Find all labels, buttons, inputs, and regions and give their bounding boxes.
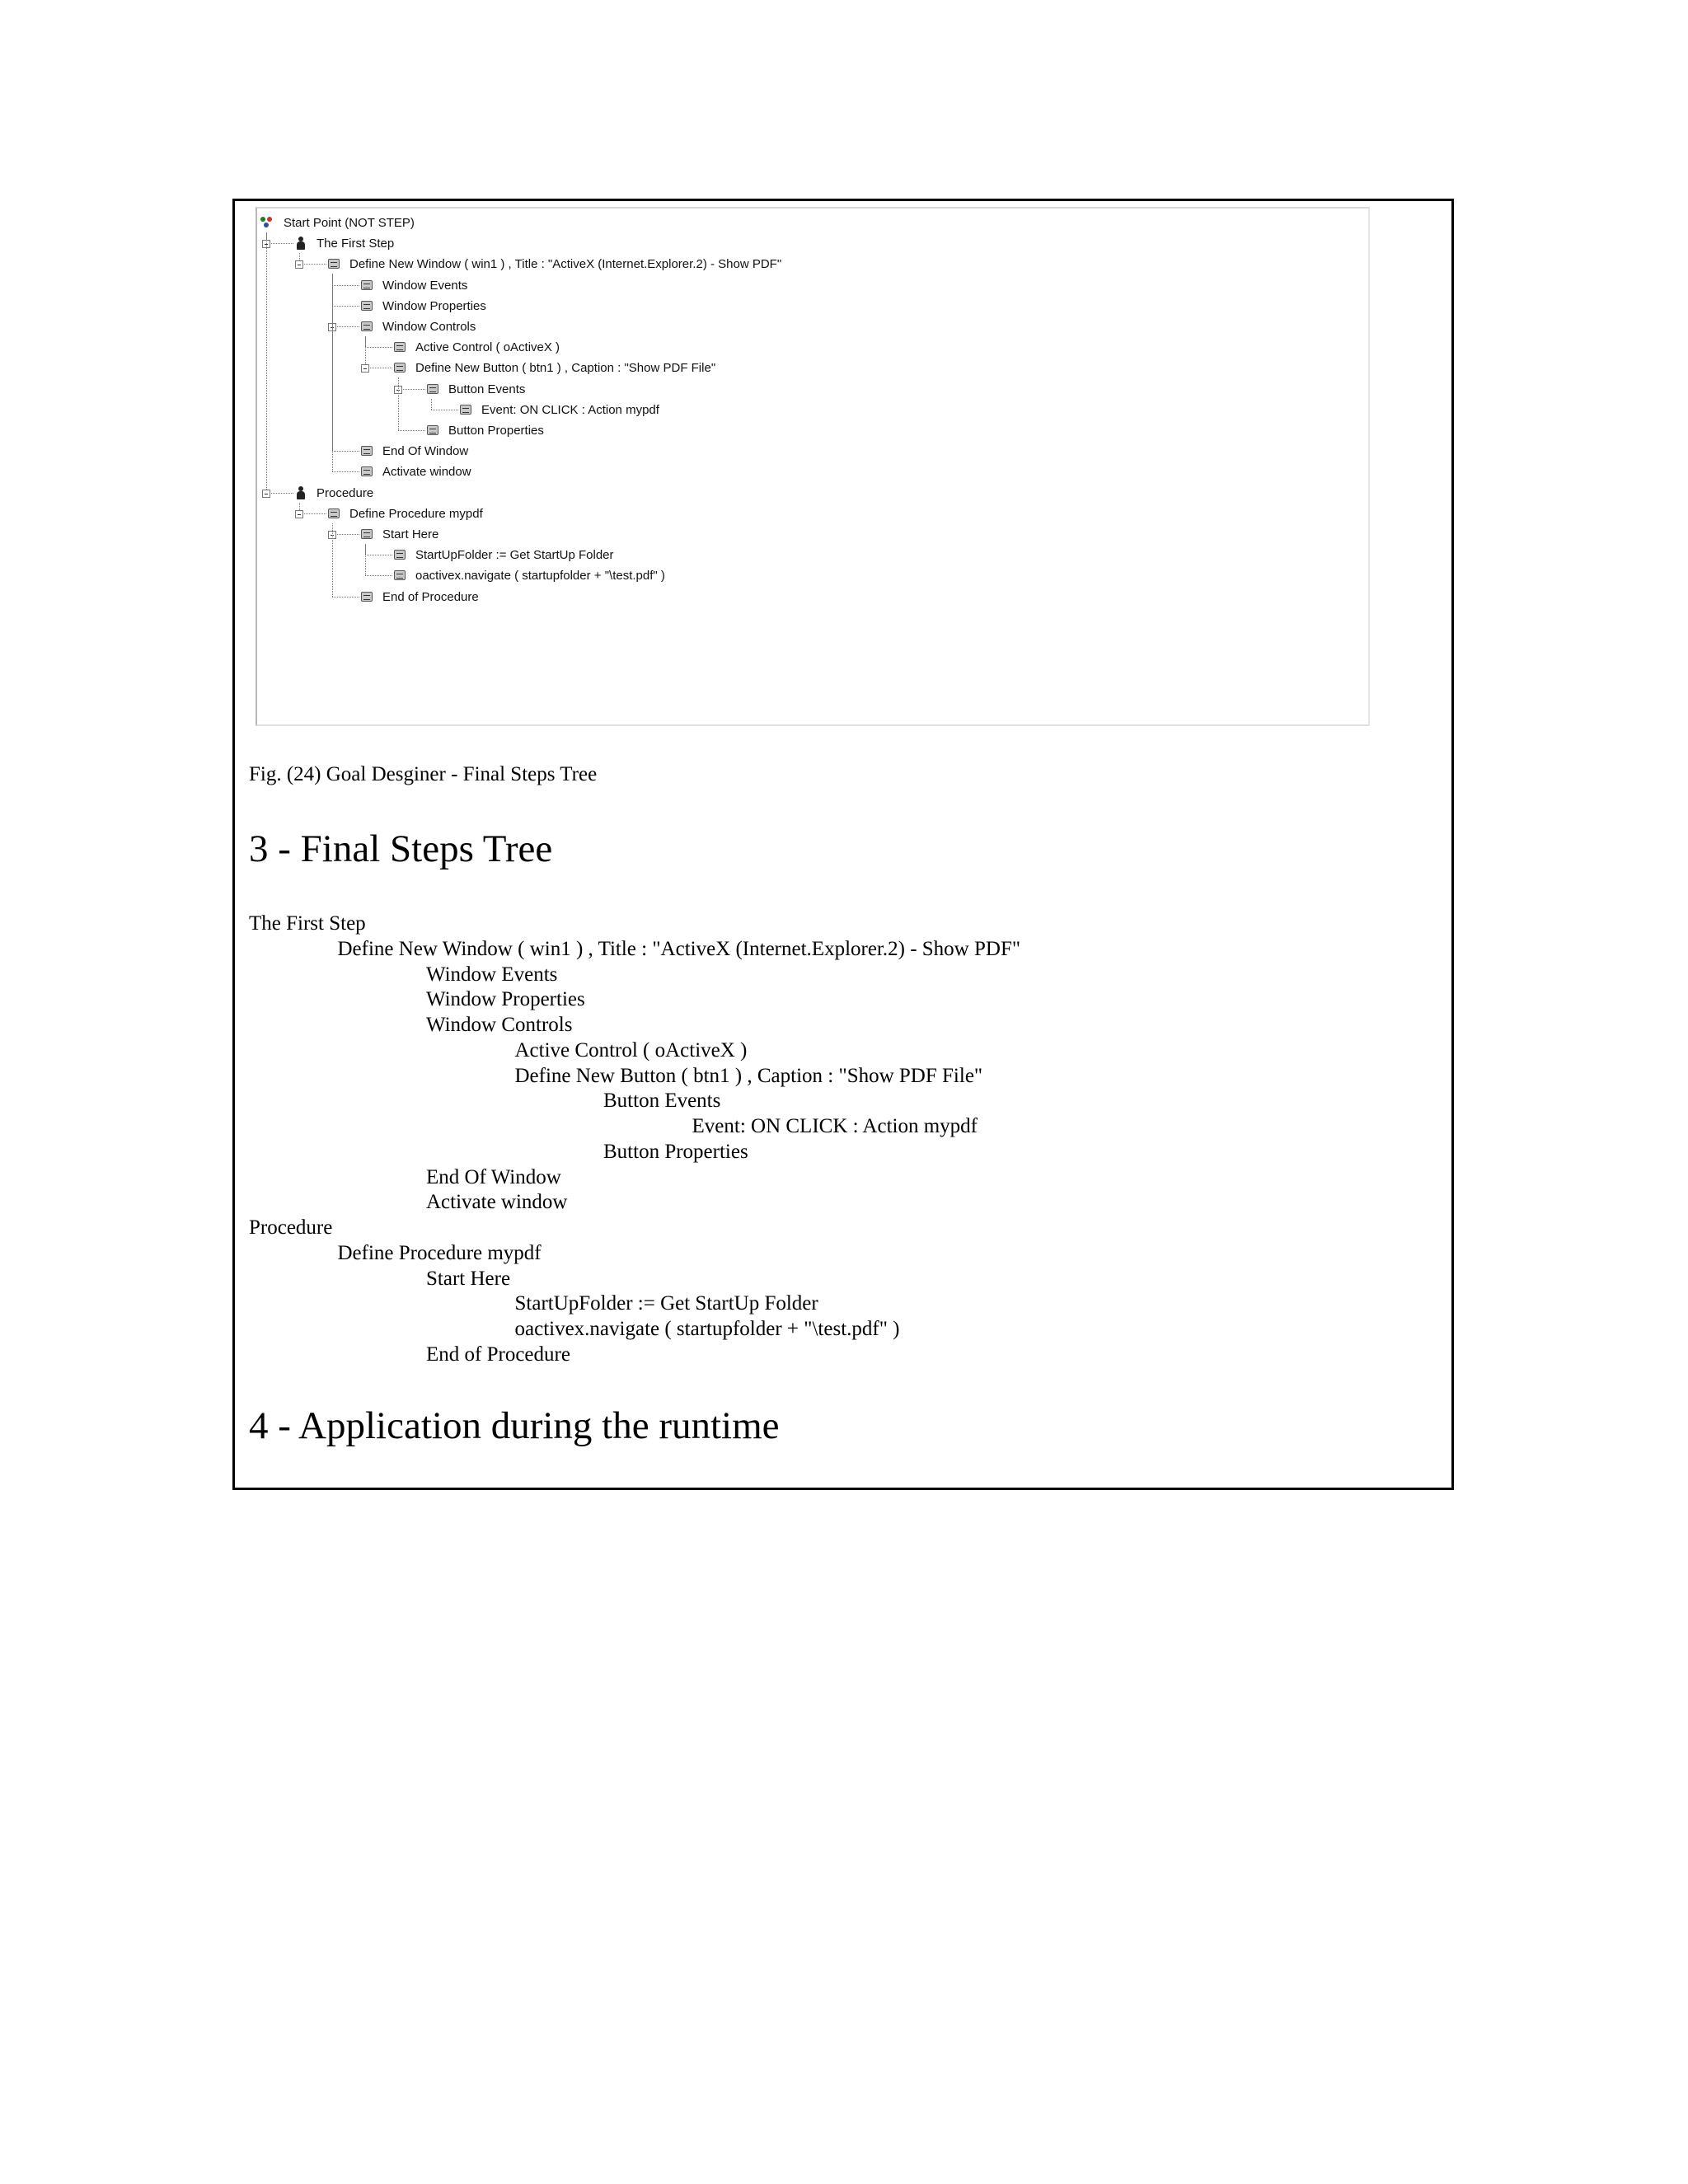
tree-connector — [332, 306, 359, 307]
step-line: End of Procedure — [426, 1343, 570, 1366]
step-line: Event: ON CLICK : Action mypdf — [692, 1115, 978, 1137]
tree-node[interactable] — [257, 254, 1368, 274]
tree-node-label: Event: ON CLICK : Action mypdf — [481, 402, 659, 417]
start-point-icon — [260, 217, 274, 228]
node-icon — [361, 466, 373, 476]
node-icon — [361, 446, 373, 456]
collapse-toggle-icon[interactable] — [262, 490, 270, 498]
node-icon — [361, 280, 373, 290]
tree-connector — [266, 232, 267, 493]
node-icon — [394, 342, 406, 352]
step-line: Activate window — [426, 1191, 568, 1214]
tree-node-label: The First Step — [316, 237, 395, 251]
step-line: Define Procedure mypdf — [337, 1241, 542, 1264]
document-frame — [232, 199, 1454, 1490]
tree-node-label: Window Controls — [382, 320, 476, 334]
tree-connector — [365, 336, 366, 368]
tree-connector — [431, 399, 432, 410]
tree-node-label: Start Point (NOT STEP) — [284, 216, 415, 230]
node-icon — [394, 550, 406, 560]
tree-node[interactable] — [257, 296, 1368, 316]
node-icon — [328, 259, 340, 269]
tree-node[interactable] — [257, 420, 1368, 441]
tree-connector — [332, 451, 359, 452]
tree-node[interactable] — [257, 524, 1368, 545]
tree-node-label: oactivex.navigate ( startupfolder + "\test.pdf" ) — [415, 569, 665, 583]
tree-node-label: Define New Window ( win1 ) , Title : "ActiveX (Internet.Explorer.2) - Show PDF" — [349, 257, 782, 272]
tree-node-label: StartUpFolder := Get StartUp Folder — [415, 548, 614, 563]
tree-connector — [365, 575, 392, 576]
person-icon — [297, 237, 305, 250]
tree-node[interactable] — [257, 565, 1368, 586]
tree-connector — [332, 597, 359, 598]
tree-node[interactable] — [257, 379, 1368, 400]
tree-node-label: Active Control ( oActiveX ) — [415, 340, 560, 355]
person-icon — [297, 486, 305, 499]
step-line: End Of Window — [426, 1165, 561, 1188]
tree-node-label: Activate window — [382, 465, 471, 480]
tree-node-label: End of Procedure — [382, 589, 479, 604]
tree-node[interactable] — [257, 337, 1368, 358]
step-line: Define New Window ( win1 ) , Title : "ActiveX (Internet.Explorer.2) - Show PDF" — [337, 937, 1021, 960]
tree-connector — [398, 430, 425, 431]
node-icon — [427, 384, 438, 394]
node-icon — [394, 570, 406, 580]
step-line: Button Properties — [603, 1140, 748, 1163]
step-line: Procedure — [249, 1216, 333, 1239]
step-line: StartUpFolder := Get StartUp Folder — [514, 1292, 818, 1315]
tree-connector — [365, 347, 392, 348]
tree-connector — [332, 523, 333, 597]
tree-connector — [332, 471, 359, 472]
steps-tree — [257, 209, 1368, 724]
tree-node-label: Window Events — [382, 278, 468, 293]
tree-node[interactable] — [257, 462, 1368, 482]
step-line: Active Control ( oActiveX ) — [514, 1038, 748, 1062]
step-line: Window Properties — [426, 988, 585, 1011]
tree-node[interactable] — [257, 275, 1368, 296]
tree-node-label: Define New Button ( btn1 ) , Caption : "Show PDF File" — [415, 361, 716, 376]
collapse-toggle-icon[interactable] — [295, 510, 303, 518]
tree-node[interactable] — [257, 504, 1368, 524]
node-icon — [328, 509, 340, 518]
step-line: Window Controls — [426, 1014, 573, 1036]
tree-node-label: Button Events — [448, 382, 526, 396]
tree-node[interactable] — [257, 400, 1368, 420]
step-line: Button Events — [603, 1090, 721, 1113]
node-icon — [394, 363, 406, 373]
tree-node[interactable] — [257, 213, 1368, 233]
tree-node[interactable] — [257, 316, 1368, 337]
section-4-heading: 4 - Application during the runtime — [249, 1404, 780, 1447]
collapse-toggle-icon[interactable] — [361, 364, 369, 373]
step-line: Define New Button ( btn1 ) , Caption : "Show PDF File" — [514, 1064, 983, 1087]
collapse-toggle-icon[interactable] — [295, 260, 303, 269]
tree-node[interactable] — [257, 545, 1368, 565]
tree-connector — [365, 544, 366, 575]
step-line: Window Events — [426, 963, 558, 986]
tree-node[interactable] — [257, 587, 1368, 607]
steps-tree-screenshot — [256, 207, 1370, 726]
step-line: The First Step — [249, 912, 366, 935]
tree-connector — [332, 285, 359, 286]
tree-node-label: End Of Window — [382, 444, 469, 459]
tree-node-label: Procedure — [316, 485, 374, 500]
tree-node-label: Start Here — [382, 527, 439, 541]
node-icon — [460, 405, 471, 415]
node-icon — [427, 425, 438, 435]
tree-node[interactable] — [257, 483, 1368, 504]
tree-node-label: Window Properties — [382, 298, 486, 313]
tree-node[interactable] — [257, 441, 1368, 462]
node-icon — [361, 301, 373, 311]
section-3-heading: 3 - Final Steps Tree — [249, 827, 553, 870]
node-icon — [361, 529, 373, 539]
tree-node-label: Button Properties — [448, 424, 544, 438]
node-icon — [361, 321, 373, 331]
tree-node[interactable] — [257, 358, 1368, 378]
tree-node[interactable] — [257, 233, 1368, 254]
tree-connector — [398, 377, 399, 430]
tree-node-label: Define Procedure mypdf — [349, 506, 483, 521]
figure-caption: Fig. (24) Goal Desginer - Final Steps Tree — [249, 763, 598, 785]
tree-connector — [332, 274, 333, 471]
node-icon — [361, 592, 373, 602]
step-line: Start Here — [426, 1267, 511, 1290]
step-line: oactivex.navigate ( startupfolder + "\test.pdf" ) — [514, 1318, 900, 1340]
